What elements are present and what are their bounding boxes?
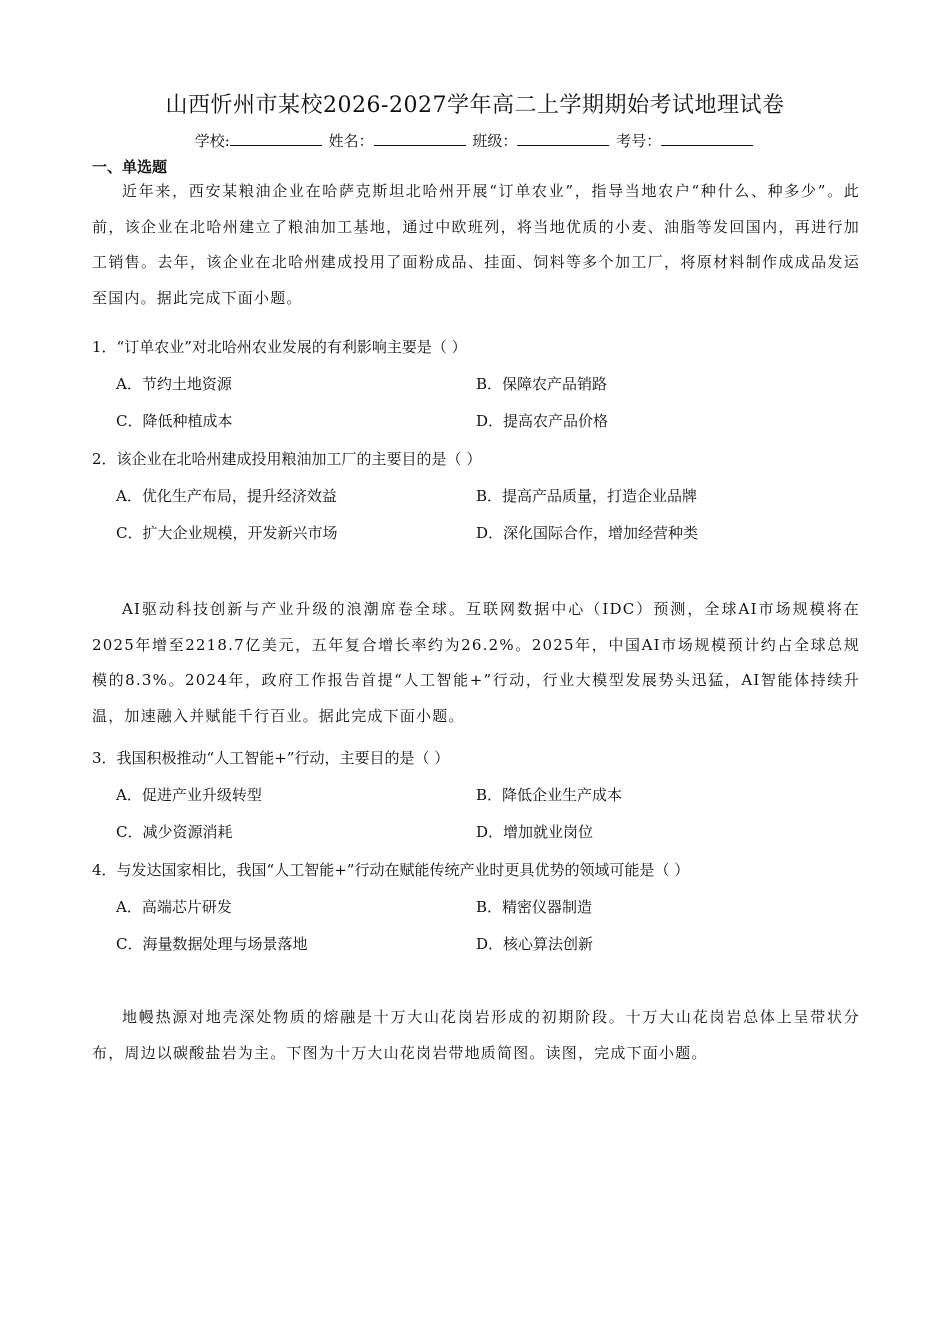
- name-label: 姓名：: [328, 132, 374, 150]
- class-label: 班级：: [472, 132, 518, 150]
- question-1-option-c[interactable]: C．降低种植成本: [116, 412, 233, 430]
- number-blank[interactable]: [661, 131, 753, 146]
- passage-2: AI驱动科技创新与产业升级的浪潮席卷全球。互联网数据中心（IDC）预测，全球AI市场规模将在2025年增至2218.7亿美元，五年复合增长率约为26.2%。2025年，中国AI市场规模预计约占全球总规模的8.3%。2024年，政府工作报告首提“人工智能+”行动，行业大模型发展势头迅猛，AI智能体持续升温，加速融入并赋能千行百业。据此完成下面小题。: [92, 600, 860, 725]
- question-1-stem: 1．“订单农业”对北哈州农业发展的有利影响主要是（ ）: [92, 338, 467, 356]
- name-blank[interactable]: [374, 131, 466, 146]
- question-4-option-b[interactable]: B．精密仪器制造: [476, 898, 593, 916]
- question-3-option-c[interactable]: C．减少资源消耗: [116, 823, 233, 841]
- question-3-stem: 3．我国积极推动“人工智能+”行动，主要目的是（ ）: [92, 749, 450, 767]
- question-2-stem: 2．该企业在北哈州建成投用粮油加工厂的主要目的是（ ）: [92, 450, 482, 468]
- passage-1: 近年来，西安某粮油企业在哈萨克斯坦北哈州开展“订单农业”，指导当地农户“种什么、种多少”。此前，该企业在北哈州建立了粮油加工基地，通过中欧班列，将当地优质的小麦、油脂等发回国内，再进行加工销售。去年，该企业在北哈州建成投用了面粉成品、挂面、饲料等多个加工厂，将原材料制作成成品发运至国内。据此完成下面小题。: [92, 182, 860, 307]
- school-label: 学校:: [194, 132, 230, 150]
- passage-3: 地幔热源对地壳深处物质的熔融是十万大山花岗岩形成的初期阶段。十万大山花岗岩总体上呈带状分布，周边以碳酸盐岩为主。下图为十万大山花岗岩带地质简图。读图，完成下面小题。: [92, 1008, 860, 1062]
- student-info-line: [0, 130, 950, 151]
- question-1-option-b[interactable]: B．保障农产品销路: [476, 375, 608, 393]
- class-blank[interactable]: [517, 131, 609, 146]
- question-3-option-d[interactable]: D．增加就业岗位: [476, 823, 594, 841]
- question-4-option-d[interactable]: D．核心算法创新: [476, 935, 594, 953]
- question-2-option-d[interactable]: D．深化国际合作，增加经营种类: [476, 524, 699, 542]
- question-3-option-b[interactable]: B．降低企业生产成本: [476, 786, 623, 804]
- question-3-option-a[interactable]: A．促进产业升级转型: [116, 786, 262, 804]
- school-blank[interactable]: [230, 131, 322, 146]
- number-label: 考号：: [616, 132, 662, 150]
- question-1-option-d[interactable]: D．提高农产品价格: [476, 412, 609, 430]
- exam-title: 山西忻州市某校2026-2027学年高二上学期期始考试地理试卷: [165, 93, 785, 118]
- question-2-option-c[interactable]: C．扩大企业规模，开发新兴市场: [116, 524, 338, 542]
- question-4-stem: 4．与发达国家相比，我国“人工智能+”行动在赋能传统产业时更具优势的领域可能是（ ）: [92, 861, 690, 879]
- section-title: 一、单选题: [92, 158, 168, 176]
- question-2-option-b[interactable]: B．提高产品质量，打造企业品牌: [476, 487, 698, 505]
- question-1-option-a[interactable]: A．节约土地资源: [116, 375, 232, 393]
- question-4-option-a[interactable]: A．高端芯片研发: [116, 898, 232, 916]
- question-4-option-c[interactable]: C．海量数据处理与场景落地: [116, 935, 308, 953]
- question-2-option-a[interactable]: A．优化生产布局，提升经济效益: [116, 487, 337, 505]
